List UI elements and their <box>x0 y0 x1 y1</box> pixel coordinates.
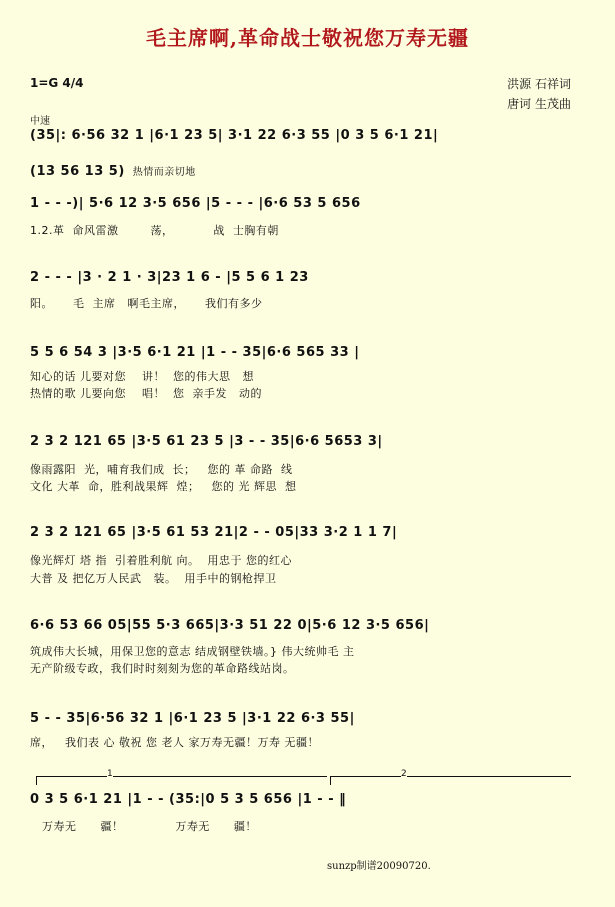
song-title: 毛主席啊,革命战士敬祝您万寿无疆 <box>146 26 469 50</box>
lyric-line-9: 席， 我们表 心 敬祝 您 老人 家万寿无疆！万寿 无疆！ <box>30 736 319 749</box>
tempo-marking: 中速 <box>30 116 50 127</box>
intro-phrase: (13 56 13 5) <box>30 164 125 179</box>
lyric-line-4: 阳。 毛 主席 啊毛主席， 我们有多少 <box>30 297 263 310</box>
notation-row-2 <box>30 163 590 179</box>
composer: 唐诃 生茂曲 <box>507 97 571 111</box>
lyric-line-7a: 像光辉灯 塔 指 引着胜利航 向。 用忠于 您的红心 <box>30 554 292 567</box>
first-ending-label: 1 <box>107 769 113 779</box>
credits <box>507 74 571 114</box>
lyricist: 洪源 石祥词 <box>507 77 571 91</box>
notation-row-7: 2 3 2 121 65 |3·5 61 53 21|2 - - 05|33 3·2 1 1 7| <box>30 525 398 540</box>
notation-row-4: 2 - - - |3 · 2 1 · 3|23 1 6 - |5 5 6 1 23 <box>30 270 309 285</box>
notation-row-5: 5 5 6 54 3 |3·5 6·1 21 |1 - - 35|6·6 565 33 | <box>30 345 360 360</box>
lyric-line-5a: 知心的话 儿要对您 讲！ 您的伟大思 想 <box>30 370 254 383</box>
notation-row-6: 2 3 2 121 65 |3·5 61 23 5 |3 - - 35|6·6 5653 3| <box>30 434 383 449</box>
notation-row-8: 6·6 53 66 05|55 5·3 665|3·3 51 22 0|5·6 12 3·5 656| <box>30 618 430 633</box>
key-signature: 1=G 4/4 <box>30 76 84 90</box>
lyric-line-8b: 无产阶级专政，我们时时刻刻为您的革命路线站岗。 <box>30 662 295 675</box>
expression-marking: 热情而亲切地 <box>132 167 196 178</box>
second-ending-label: 2 <box>401 769 407 779</box>
lyric-line-5b: 热情的歌 儿要向您 唱！ 您 亲手发 动的 <box>30 387 262 400</box>
second-ending-bracket <box>330 769 571 785</box>
notation-row-1: (35|: 6·56 32 1 |6·1 23 5| 3·1 22 6·3 55 |0 3 5 6·1 21| <box>30 128 439 143</box>
notation-row-3: 1 - - -)| 5·6 12 3·5 656 |5 - - - |6·6 53 5 656 <box>30 196 361 211</box>
lyric-line-10: 万寿无 疆！ 万寿无 疆！ <box>30 820 257 833</box>
notation-row-9: 5 - - 35|6·56 32 1 |6·1 23 5 |3·1 22 6·3 55| <box>30 711 355 726</box>
lyric-line-6b: 文化 大革 命，胜利战果辉 煌； 您的 光 辉思 想 <box>30 480 297 493</box>
notation-row-10: 0 3 5 6·1 21 |1 - - (35:|0 5 3 5 656 |1 - - ‖ <box>30 792 347 807</box>
first-ending-bracket <box>36 769 327 785</box>
lyric-line-6a: 像雨露阳 光，哺育我们成 长； 您的 革 命路 线 <box>30 463 293 476</box>
lyric-line-7b: 大普 及 把亿万人民武 装。 用手中的钢枪捍卫 <box>30 572 277 585</box>
lyric-line-3: 1.2.革 命风雷激 荡， 战 士胸有朝 <box>30 224 279 237</box>
transcriber-credit: sunzp制谱20090720. <box>327 861 431 872</box>
lyric-line-8a: 筑成伟大长城，用保卫您的意志 结成钢壁铁墙。} 伟大统帅毛 主 <box>30 645 355 658</box>
